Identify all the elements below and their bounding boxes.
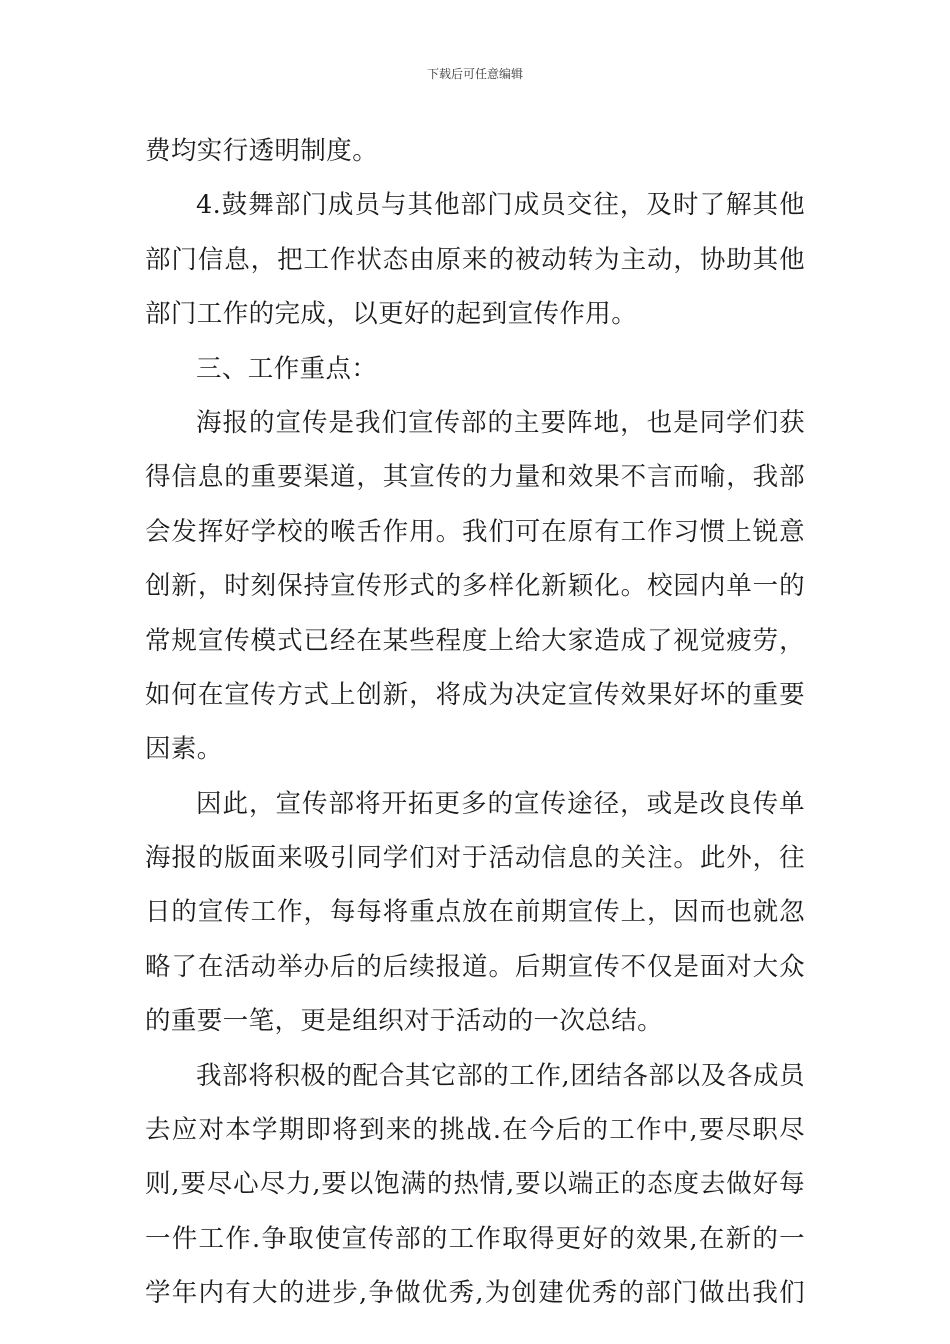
text-line: 去应对本学期即将到来的挑战.在今后的工作中,要尽职尽 xyxy=(145,1115,805,1146)
page-header-note: 下载后可任意编辑 xyxy=(426,67,523,81)
text-line: 常规宣传模式已经在某些程度上给大家造成了视觉疲劳， xyxy=(145,625,805,656)
text-line: 略了在活动举办后的后续报道。后期宣传不仅是面对大众 xyxy=(145,951,805,982)
text-line: 会发挥好学校的喉舌作用。我们可在原有工作习惯上锐意 xyxy=(145,516,805,547)
section-heading: 三、工作重点： xyxy=(196,353,378,384)
text-line: 则,要尽心尽力,要以饱满的热情,要以端正的态度去做好每 xyxy=(145,1169,805,1200)
text-line: 因素。 xyxy=(145,734,223,765)
text-line: 的重要一笔，更是组织对于活动的一次总结。 xyxy=(145,1006,664,1037)
document-body xyxy=(145,124,805,1321)
text-line: 海报的宣传是我们宣传部的主要阵地，也是同学们获 xyxy=(196,407,805,438)
text-line: 学年内有大的进步,争做优秀,为创建优秀的部门做出我们 xyxy=(145,1278,805,1309)
text-line: 如何在宣传方式上创新，将成为决定宣传效果好坏的重要 xyxy=(145,679,805,710)
text-line: 费均实行透明制度。 xyxy=(145,136,379,166)
text-line: 部门工作的完成，以更好的起到宣传作用。 xyxy=(145,299,638,330)
text-line: 我部将积极的配合其它部的工作,团结各部以及各成员 xyxy=(196,1060,805,1091)
text-line: 部门信息，把工作状态由原来的被动转为主动，协助其他 xyxy=(145,244,805,275)
text-line: 创新，时刻保持宣传形式的多样化新颖化。校园内单一的 xyxy=(145,571,805,602)
text-line: 得信息的重要渠道，其宣传的力量和效果不言而喻，我部 xyxy=(145,462,805,493)
text-line: 因此，宣传部将开拓更多的宣传途径，或是改良传单 xyxy=(196,788,805,819)
text-line: 海报的版面来吸引同学们对于活动信息的关注。此外，往 xyxy=(145,843,805,874)
text-line: 日的宣传工作，每每将重点放在前期宣传上，因而也就忽 xyxy=(145,897,805,928)
text-line: 一件工作.争取使宣传部的工作取得更好的效果,在新的一 xyxy=(145,1223,805,1254)
text-line: 4.鼓舞部门成员与其他部门成员交往，及时了解其他 xyxy=(196,190,805,221)
